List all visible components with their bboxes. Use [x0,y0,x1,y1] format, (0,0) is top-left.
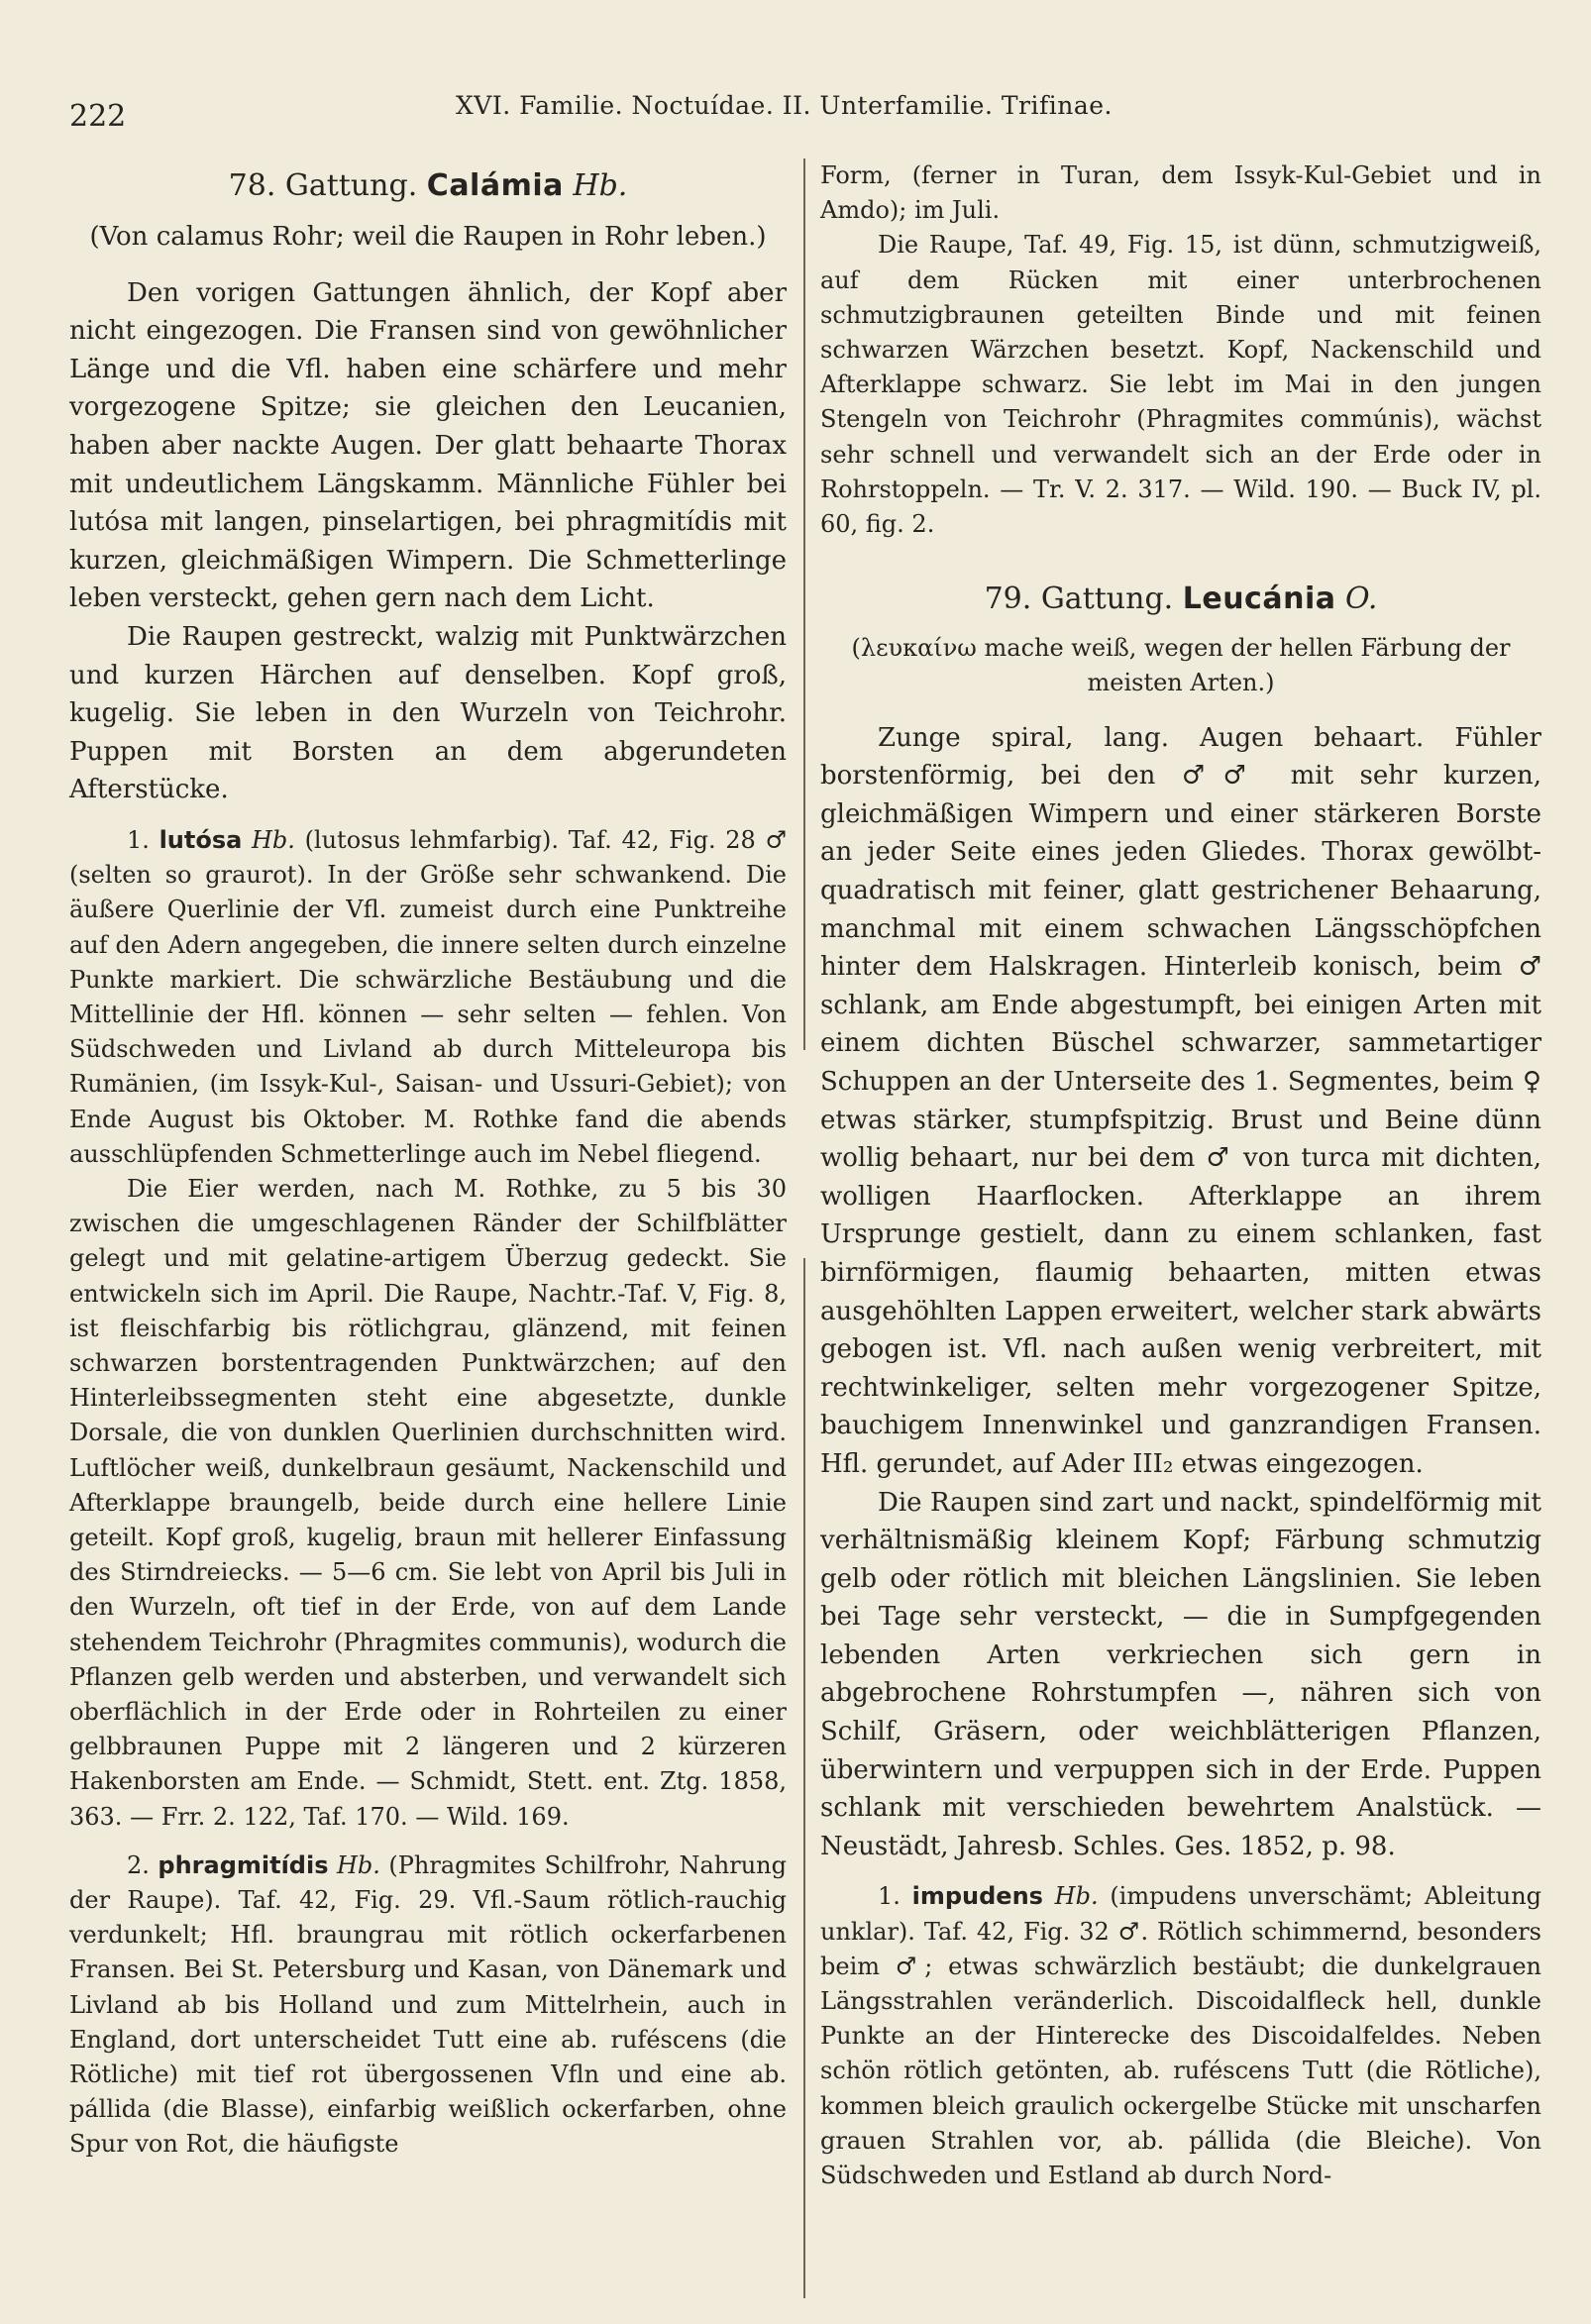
species-author: Hb. [251,825,295,854]
column-rule [803,158,805,1050]
species-name: impudens [911,1882,1043,1911]
continued-text: Form, (ferner in Turan, dem Issyk-Kul-Gebiet und in Amdo); im Juli. [820,161,1541,225]
right-column [820,158,1541,2193]
genus-name: Leucánia [1182,581,1336,617]
species-number: 1. [878,1882,901,1911]
genus-heading [820,578,1541,621]
genus-name: Calámia [426,168,564,203]
species-text: (impudens unverschämt; Ableitung unklar). Taf. 42, Fig. 32 ♂. Rötlich schimmernd, besonders beim ♂; etwas schwärzlich bestäubt; die dunkelgrauen Längsstrahlen veränderlich. Discoidalfleck hell, dunkle Punkte an der Hinterecke des Discoidalfeldes. Neben schön rötlich getönten, ab. ruféscens Tutt (die Rötliche), kommen bleich graulich ockergelbe Stücke mit unscharfen grauen Strahlen vor, ab. pállida (die Bleiche). Von Südschweden und Estland ab durch Nord- [820,1882,1542,2190]
species-text: (Phragmites Schilfrohr, Nahrung der Raupe). Taf. 42, Fig. 29. Vfl.-Saum rötlich-rauchig verdunkelt; Hfl. braungrau mit rötlich ockerfarbenen Fransen. Bei St. Petersburg und Kasan, von Dänemark und Livland ab bis Holland und zum Mittelrhein, auch in England, dort unterscheidet Tutt eine ab. ruféscens (die Rötliche) mit tief rot übergossenen Vfln und eine ab. pállida (die Blasse), einfarbig weißlich ockerfarben, ohne Spur von Rot, die häufigste [69,1850,787,2159]
page-number: 222 [69,99,127,134]
species-name: lutósa [159,825,243,854]
larva-description: Die Raupen sind zart und nackt, spindelförmig mit verhältnismäßig kleinem Kopf; Färbung schmutzig gelb oder rötlich mit bleichen Längslinien. Sie leben bei Tage sehr versteckt, — die in Sumpfgegenden lebenden Arten verkriechen sich gern in abgebrochene Rohrstumpfen —, nähren sich von Schilf, Gräsern, oder weichblätterigen Pflanzen, überwintern und verpuppen sich in der Erde. Puppen schlank mit verschieden bewehrtem Analstück. — Neustädt, Jahresb. Schles. Ges. 1852, p. 98. [820,1487,1541,1861]
left-column [69,158,787,2163]
species-entry [69,823,787,1172]
species-number: 2. [127,1850,150,1879]
genus-number: 79. Gattung. [984,581,1174,617]
genus-author: Hb. [573,168,628,203]
genus-number: 78. Gattung. [228,168,418,203]
larva-description: Die Raupen gestreckt, walzig mit Punktwärzchen und kurzen Härchen auf denselben. Kopf groß, kugelig. Sie leben in den Wurzeln von Teichrohr. Puppen mit Borsten an dem abgerundeten Afterstücke. [69,621,787,805]
species-name: phragmitídis [158,1850,329,1879]
running-title: XVI. Familie. Noctuídae. II. Unterfamilie. Trifinae. [456,91,1113,120]
etymology: (Von calamus Rohr; weil die Raupen in Rohr leben.) [89,222,767,252]
species-author: Hb. [336,1850,380,1879]
genus-author: O. [1345,581,1378,617]
genus-heading [69,164,787,208]
species-author: Hb. [1054,1882,1099,1911]
species-entry [820,1879,1541,2193]
page-header [69,87,1522,133]
species-number: 1. [127,825,150,854]
larva-description: Die Raupe, Taf. 49, Fig. 15, ist dünn, schmutzigweiß, auf dem Rücken mit einer unterbrochenen schmutzigbraunen geteilten Binde und mit feinen schwarzen Wärzchen besetzt. Kopf, Nackenschild und Afterklappe schwarz. Sie lebt im Mai in den jungen Stengeln von Teichrohr (Phragmites commúnis), wächst sehr schnell und verwandelt sich an der Erde oder in Rohrstoppeln. — Tr. V. 2. 317. — Wild. 190. — Buck IV, pl. 60, fig. 2. [820,231,1541,539]
genus-description: Zunge spiral, lang. Augen behaart. Fühler borstenförmig, bei den ♂♂ mit sehr kurzen, gleichmäßigen Wimpern und einer stärkeren Borste an jeder Seite eines jeden Gliedes. Thorax gewölbt-quadratisch mit feiner, glatt gestrichener Behaarung, manchmal mit einem schwachen Längsschöpfchen hinter dem Halskragen. Hinterleib konisch, beim ♂ schlank, am Ende abgestumpft, bei einigen Arten mit einem dichten Büschel schwarzer, sammetartiger Schuppen an der Unterseite des 1. Segmentes, beim ♀ etwas stärker, stumpfspitzig. Brust und Beine dünn wollig behaart, nur bei dem ♂ von turca mit dichten, wolligen Haarflocken. Afterklappe an ihrem Ursprunge gestielt, dann zu einem schlanken, fast birnförmigen, flaumig behaarten, mitten etwas ausgehöhlten Lappen erweitert, welcher stark abwärts gebogen ist. Vfl. nach außen wenig verbreitert, mit rechtwinkeliger, selten mehr vorgezogener Spitze, bauchigem Innenwinkel und ganzrandigen Fransen. Hfl. gerundet, auf Ader III₂ etwas eingezogen. [820,722,1541,1479]
species-entry [69,1849,787,2163]
genus-description: Den vorigen Gattungen ähnlich, der Kopf aber nicht eingezogen. Die Fransen sind von gewöhnlicher Länge und die Vfl. haben eine schärfere und mehr vorgezogene Spitze; sie gleichen den Leucanien, haben aber nackte Augen. Der glatt behaarte Thorax mit undeutlichem Längskamm. Männliche Fühler bei lutósa mit langen, pinselartigen, bei phragmitídis mit kurzen, gleichmäßigen Wimpern. Die Schmetterlinge leben versteckt, gehen gern nach dem Licht. [69,277,787,614]
species-text: (lutosus lehmfarbig). Taf. 42, Fig. 28 ♂ (selten so graurot). In der Größe sehr schwankend. Die äußere Querlinie der Vfl. zumeist durch eine Punktreihe auf den Adern angegeben, die innere selten durch einzelne Punkte markiert. Die schwärzliche Bestäubung und die Mittellinie der Hfl. können — sehr selten — fehlen. Von Südschweden und Livland ab durch Mitteleuropa bis Rumänien, (im Issyk-Kul-, Saisan- und Ussuri-Gebiet); von Ende August bis Oktober. M. Rothke fand die abends ausschlüpfenden Schmetterlinge auch im Nebel fliegend. [69,825,787,1168]
column-rule [803,1258,805,2298]
etymology: (λευκαίνω mache weiß, wegen der hellen Färbung der meisten Arten.) [851,634,1511,697]
species-larva-text: Die Eier werden, nach M. Rothke, zu 5 bis 30 zwischen die umgeschlagenen Ränder der Schilfblätter gelegt und mit gelatine-artigem Überzug gedeckt. Sie entwickeln sich im April. Die Raupe, Nachtr.-Taf. V, Fig. 8, ist fleischfarbig bis rötlichgrau, glänzend, mit feinen schwarzen borstentragenden Punktwärzchen; auf den Hinterleibssegmenten steht eine abgesetzte, dunkle Dorsale, die von dunklen Querlinien durchschnitten wird. Luftlöcher weiß, dunkelbraun gesäumt, Nackenschild und Afterklappe braungelb, beide durch eine hellere Linie geteilt. Kopf groß, kugelig, braun mit hellerer Einfassung des Stirndreiecks. — 5—6 cm. Sie lebt von April bis Juli in den Wurzeln, oft tief in der Erde, von auf dem Lande stehendem Teichrohr (Phragmites communis), wodurch die Pflanzen gelb werden und absterben, und verwandelt sich oberflächlich in der Erde oder in Rohrteilen zu einer gelbbraunen Puppe mit 2 längeren und 2 kürzeren Hakenborsten am Ende. — Schmidt, Stett. ent. Ztg. 1858, 363. — Frr. 2. 122, Taf. 170. — Wild. 169. [69,1174,787,1831]
